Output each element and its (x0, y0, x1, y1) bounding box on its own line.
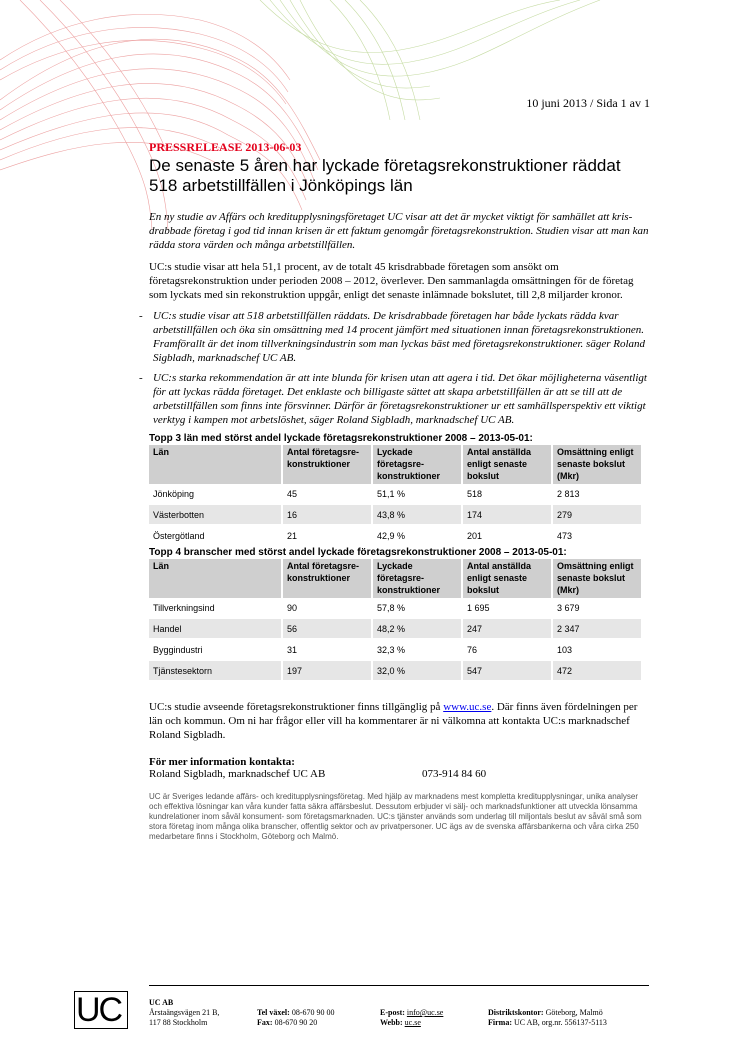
about-uc-paragraph: UC är Sveriges ledande affärs- och kreditupplysningsföretag. Med hjälp av marknadens mest kompletta kreditupplysningar, unika analyser och effektiva lösningar kan våra kunder fatta säkra affärsbeslut. Dessutom erbjuder vi sälj- och marknadsfunktioner att utveckla lönsamma kundrelationer inom såväl konsument- som företagsmarknaden. UC:s tjänster används som underlag till miljontals beslut av såväl små som stora företag inom många olika branscher, offentlig sektor och av privatpersoner. UC ägs av de svenska affärsbankerna och våra cirka 250 medarbetare finns i Stockholm, Göteborg och Malmö. (149, 792, 642, 841)
industries-table (149, 559, 643, 682)
contact-line (149, 768, 649, 780)
table-header-row (149, 559, 642, 598)
column-header: Omsättning enligt senaste bokslut (Mkr) (552, 445, 642, 484)
table-row (149, 484, 642, 504)
quote-bullet (139, 309, 649, 365)
column-header: Lyckade företagsre-konstruktioner (372, 559, 462, 598)
table-cell: 472 (552, 660, 642, 681)
table-header-row (149, 445, 642, 484)
availability-text-after: . Där finns även fördelningen per län och kommun. Om ni har frågor eller vill ha kommentarer är ni välkomna att kontakta UC:s marknadschef Roland Sigbladh. (149, 701, 638, 741)
table-cell: 3 679 (552, 598, 642, 618)
headline-line-1: De senaste 5 åren har lyckade företagsrekonstruktioner räddat (149, 156, 621, 175)
contact-heading: För mer information kontakta: (149, 756, 295, 768)
table-row (149, 639, 642, 660)
column-header: Antal företagsre-konstruktioner (282, 445, 372, 484)
table-cell: 90 (282, 598, 372, 618)
footer-phone (257, 1008, 334, 1028)
table-cell: Byggindustri (149, 639, 282, 660)
table-row (149, 598, 642, 618)
table-cell: 201 (462, 525, 552, 546)
table-cell: 2 813 (552, 484, 642, 504)
column-header: Lyckade företagsre-konstruktioner (372, 445, 462, 484)
district-value: Göteborg, Malmö (545, 1008, 603, 1017)
table-cell: Tjänstesektorn (149, 660, 282, 681)
tel-value: 08-670 90 00 (291, 1008, 335, 1017)
table-cell: 16 (282, 504, 372, 525)
column-header: Antal anställda enligt senaste bokslut (462, 559, 552, 598)
column-header: Antal företagsre-konstruktioner (282, 559, 372, 598)
logo-text: UC (76, 991, 122, 1029)
firm-label: Firma: (488, 1018, 512, 1027)
table-cell: 51,1 % (372, 484, 462, 504)
fax-label: Fax: (257, 1018, 273, 1027)
table-cell: 45 (282, 484, 372, 504)
table-cell: 197 (282, 660, 372, 681)
quote-text: UC:s starka rekommendation är att inte blunda för krisen utan att agera i tid. Det ökar möjligheterna väsentligt för att lyckas rädda företaget. Det enklaste och billigaste sättet att skapa arbetstillfällen är att se till att de arbetstillfällen som finns inte försvinner. Därför är företagsrekonstruktioner ur ett samhällsperspektiv ett viktigt verktyg i kampen mot arbetslöshet, säger Roland Sigbladh, marknadschef UC AB. (153, 372, 647, 426)
table-cell: 48,2 % (372, 618, 462, 639)
email-label: E-post: (380, 1008, 405, 1017)
table-caption-counties: Topp 3 län med störst andel lyckade företagsrekonstruktioner 2008 – 2013-05-01: (149, 433, 533, 444)
lead-paragraph: En ny studie av Affärs och kreditupplysningsföretaget UC visar att det är mycket viktigt för samhället att krisdrabbade företag i god tid innan krisen är ett faktum genomgår företagsrekonstruktion. Studien visar att man kan rädda stora värden och många arbetstillfällen. (149, 211, 649, 251)
table-cell: 473 (552, 525, 642, 546)
quote-bullet (139, 371, 649, 427)
table-cell: 56 (282, 618, 372, 639)
availability-paragraph (149, 700, 649, 742)
table-cell: Jönköping (149, 484, 282, 504)
table-cell: 2 347 (552, 618, 642, 639)
table-row (149, 525, 642, 546)
headline-line-2: 518 arbetstillfällen i Jönköpings län (149, 176, 413, 195)
footer-address-line-2: 117 88 Stockholm (149, 1018, 208, 1027)
table-cell: 547 (462, 660, 552, 681)
email-link[interactable]: info@uc.se (406, 1008, 444, 1017)
counties-table (149, 445, 643, 547)
bullet-dash: - (139, 372, 143, 384)
column-header: Län (149, 559, 282, 598)
tel-label: Tel växel: (257, 1008, 290, 1017)
fax-value: 08-670 90 20 (274, 1018, 318, 1027)
table-cell: 247 (462, 618, 552, 639)
availability-text-before: UC:s studie avseende företagsrekonstruktioner finns tillgänglig på (149, 701, 444, 713)
contact-name: Roland Sigbladh, marknadschef UC AB (149, 768, 326, 780)
firm-value: UC AB, org.nr. 556137-5113 (514, 1018, 607, 1027)
footer-online (380, 1008, 443, 1028)
footer-address-line-1: Årstaängsvägen 21 B, (149, 1008, 220, 1017)
bullet-dash: - (139, 310, 143, 322)
column-header: Omsättning enligt senaste bokslut (Mkr) (552, 559, 642, 598)
table-cell: 174 (462, 504, 552, 525)
body-paragraph: UC:s studie visar att hela 51,1 procent, av de totalt 45 krisdrabbade företagen som ansökt om företagsrekonstruktion under perioden 2008 – 2012, överlever. Den sammanlagda omsättningen för de företag som lyckats med sin rekonstruktion uppgår, enligt det senaste inlämnade bokslutet, till 2,8 miljarder kronor. (149, 261, 634, 301)
district-label: Distriktskontor: (488, 1008, 544, 1017)
table-cell: 279 (552, 504, 642, 525)
table-cell: 32,3 % (372, 639, 462, 660)
press-release-label: PRESSRELEASE 2013-06-03 (149, 140, 302, 154)
web-label: Webb: (380, 1018, 403, 1027)
table-cell: 31 (282, 639, 372, 660)
column-header: Antal anställda enligt senaste bokslut (462, 445, 552, 484)
table-cell: Tillverkningsind (149, 598, 282, 618)
table-row (149, 504, 642, 525)
table-cell: 21 (282, 525, 372, 546)
uc-logo (74, 991, 128, 1029)
table-cell: 1 695 (462, 598, 552, 618)
table-cell: 43,8 % (372, 504, 462, 525)
table-cell: Handel (149, 618, 282, 639)
quote-text: UC:s studie visar att 518 arbetstillfällen räddats. De krisdrabbade företagen har både lyckats rädda kvar arbetstillfällen och öka sin omsättning med 14 procent jämfört med situationen innan företagsrekonstruktionen. Framförallt är det inom tillverkningsindustrin som man lyckas bäst med företagsrekonstruktioner. säger Roland Sigbladh, marknadschef UC AB. (153, 310, 646, 364)
press-release-content (139, 140, 649, 842)
date-page-indicator: 10 juni 2013 / Sida 1 av 1 (526, 96, 650, 110)
table-cell: 518 (462, 484, 552, 504)
footer-divider (149, 985, 649, 986)
table-cell: 42,9 % (372, 525, 462, 546)
web-link[interactable]: uc.se (404, 1018, 421, 1027)
footer-offices (488, 1008, 607, 1028)
footer-company: UC AB (149, 998, 174, 1007)
footer-address (149, 998, 219, 1028)
table-cell: 57,8 % (372, 598, 462, 618)
table-cell: 76 (462, 639, 552, 660)
table-caption-industries: Topp 4 branscher med störst andel lyckade företagsrekonstruktioner 2008 – 2013-05-01: (149, 547, 567, 558)
table-row (149, 660, 642, 681)
table-cell: Västerbotten (149, 504, 282, 525)
uc-website-link[interactable]: www.uc.se (443, 701, 492, 713)
headline (149, 156, 649, 196)
column-header: Län (149, 445, 282, 484)
table-row (149, 618, 642, 639)
table-cell: 32,0 % (372, 660, 462, 681)
table-cell: 103 (552, 639, 642, 660)
table-cell: Östergötland (149, 525, 282, 546)
contact-phone: 073-914 84 60 (422, 768, 487, 780)
